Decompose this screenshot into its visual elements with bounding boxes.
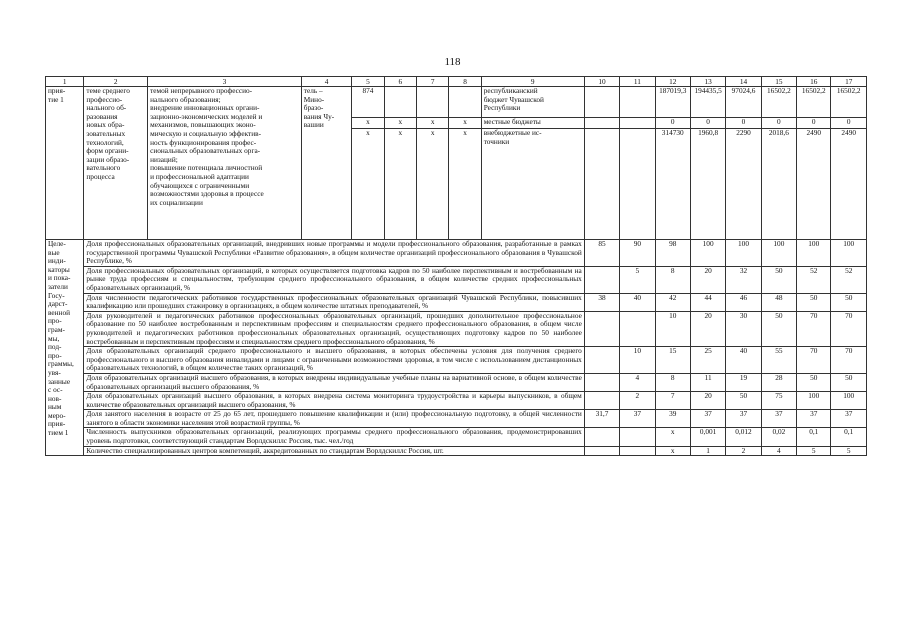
indicator-value: 15 xyxy=(655,347,690,374)
indicator-value xyxy=(620,311,655,346)
indicator-text: Доля образовательных организаций высшего образования, в которых внедрена система мониторинга трудоустройства и карьеры выпускников, в общем количестве образовательных организаций высшего образования, % xyxy=(84,392,584,410)
indicator-value: 20 xyxy=(690,266,725,293)
indicator-value: 70 xyxy=(797,347,831,374)
indicator-row xyxy=(46,410,867,428)
indicator-value: 100 xyxy=(831,240,867,267)
funding-value xyxy=(620,118,655,129)
indicator-value: 70 xyxy=(831,311,867,346)
indicator-value: 37 xyxy=(620,410,655,428)
indicator-value: 10 xyxy=(655,311,690,346)
indicator-value: 50 xyxy=(797,373,831,391)
indicator-value: 52 xyxy=(831,266,867,293)
funding-value xyxy=(584,118,619,129)
indicator-value: 50 xyxy=(831,293,867,311)
indicator-text: Численность выпускников образовательных организаций, реализующих программы среднего профессионального образования, продемонстрировавших уровень подготовки, соответствующий стандартам Ворлдскиллс Россия, тыс. чел./год xyxy=(84,428,584,446)
indicator-value: 4 xyxy=(620,373,655,391)
indicator-value: 90 xyxy=(620,240,655,267)
column-number: 2 xyxy=(84,77,148,87)
funding-value xyxy=(620,129,655,240)
column-number: 1 xyxy=(46,77,84,87)
column-number: 11 xyxy=(620,77,655,87)
indicator-value: 55 xyxy=(761,347,796,374)
indicator-value: 37 xyxy=(726,410,761,428)
indicator-value: 5 xyxy=(831,446,867,456)
funding-source: республиканский бюджет Чувашской Республики xyxy=(481,87,584,118)
code-cell: x xyxy=(449,129,481,240)
funding-value xyxy=(620,87,655,118)
column-number: 3 xyxy=(148,77,302,87)
funding-value: 97024,6 xyxy=(726,87,761,118)
page-number: 118 xyxy=(444,56,461,68)
indicator-value: 10 xyxy=(620,347,655,374)
code-cell xyxy=(449,87,481,118)
column-number: 13 xyxy=(690,77,725,87)
code-cell: x xyxy=(384,118,416,129)
indicator-value xyxy=(584,446,619,456)
code-cell: x xyxy=(352,118,384,129)
indicator-value: 4 xyxy=(761,446,796,456)
indicator-value xyxy=(620,446,655,456)
event-label: прия- тие 1 xyxy=(46,87,84,240)
indicator-value: 2 xyxy=(726,446,761,456)
code-cell: x xyxy=(352,129,384,240)
indicator-value: 46 xyxy=(726,293,761,311)
funding-value: 2290 xyxy=(726,129,761,240)
funding-value xyxy=(584,129,619,240)
indicator-value: 37 xyxy=(797,410,831,428)
indicator-value: 48 xyxy=(761,293,796,311)
indicator-value: 1 xyxy=(690,446,725,456)
indicator-value: 98 xyxy=(655,240,690,267)
indicator-text: Доля профессиональных образовательных организаций, внедривших новые программы и модели профессионального образования, разработанные в рамках государственной программы Чувашской Республики «Развитие образования», в общем количестве организаций профессионального образования в Чувашской Республике, % xyxy=(84,240,584,267)
indicator-value: 70 xyxy=(797,311,831,346)
indicator-row xyxy=(46,446,867,456)
indicator-value: 38 xyxy=(584,293,619,311)
funding-value: 16502,2 xyxy=(797,87,831,118)
funding-value: 16502,2 xyxy=(761,87,796,118)
indicator-value: 100 xyxy=(831,392,867,410)
financing-row xyxy=(46,87,867,118)
indicator-value xyxy=(584,311,619,346)
code-cell: x xyxy=(417,129,449,240)
indicator-value: 28 xyxy=(761,373,796,391)
funding-value: 194435,5 xyxy=(690,87,725,118)
funding-source: внебюджетные ис- точники xyxy=(481,129,584,240)
indicator-value: 52 xyxy=(797,266,831,293)
indicator-value xyxy=(620,428,655,446)
indicator-text: Доля профессиональных образовательных организаций, в которых осуществляется подготовка кадров по 50 наиболее перспективным и востребованным на рынке труда профессиям и специальностям, требующим среднего профессионального образования, в общем количестве средних профессиональных образовательных организаций, % xyxy=(84,266,584,293)
indicator-value: 50 xyxy=(726,392,761,410)
column-number: 9 xyxy=(481,77,584,87)
program-table xyxy=(45,76,867,456)
indicator-value: 30 xyxy=(726,311,761,346)
indicator-value: 100 xyxy=(726,240,761,267)
funding-value: 0 xyxy=(655,118,690,129)
funding-value: 0 xyxy=(761,118,796,129)
indicator-value: 37 xyxy=(690,410,725,428)
indicator-value: 5 xyxy=(797,446,831,456)
funding-source: местные бюджеты xyxy=(481,118,584,129)
column-number: 5 xyxy=(352,77,384,87)
indicator-value: 100 xyxy=(797,392,831,410)
code-cell: x xyxy=(417,118,449,129)
column-number: 7 xyxy=(417,77,449,87)
column-number: 17 xyxy=(831,77,867,87)
column-number: 10 xyxy=(584,77,619,87)
indicator-row xyxy=(46,293,867,311)
indicator-value: 8 xyxy=(655,266,690,293)
indicator-value: 39 xyxy=(655,410,690,428)
funding-value: 16502,2 xyxy=(831,87,867,118)
indicator-value: 0,001 xyxy=(690,428,725,446)
code-cell xyxy=(417,87,449,118)
indicator-value: 50 xyxy=(797,293,831,311)
funding-value: 2490 xyxy=(831,129,867,240)
indicator-value: x xyxy=(655,428,690,446)
header-row xyxy=(46,77,867,87)
funding-value: 0 xyxy=(831,118,867,129)
indicator-value: 37 xyxy=(831,410,867,428)
indicator-value xyxy=(584,392,619,410)
column-number: 12 xyxy=(655,77,690,87)
indicator-text: Доля образовательных организаций среднего профессионального и высшего образования, в которых обеспечены условия для получения среднего профессионального и высшего образования инвалидами и лицами с ограниченными возможностями здоровья, в том числе с использованием дистанционных образовательных технологий, в общем количестве таких организаций, % xyxy=(84,347,584,374)
indicator-row xyxy=(46,311,867,346)
column-number: 6 xyxy=(384,77,416,87)
indicator-value: 20 xyxy=(690,392,725,410)
indicator-text: Доля руководителей и педагогических работников профессиональных образовательных организаций, прошедших дополнительное профессиональное образование по 50 наиболее востребованным и перспективным профессиям и специальностям среднего профессионального образования, в общем числе руководителей и педагогических работников профессиональных образовательных организаций, осуществляющих подготовку кадров по 50 наиболее востребованным и перспективным профессиям и специальностям среднего профессионального образования, % xyxy=(84,311,584,346)
indicator-value: 19 xyxy=(726,373,761,391)
indicator-value xyxy=(584,347,619,374)
funding-value: 0 xyxy=(726,118,761,129)
indicator-value: 0,1 xyxy=(797,428,831,446)
responsible-executor: тель – Мино- бразо- вания Чу- вашии xyxy=(301,87,352,240)
indicator-row xyxy=(46,392,867,410)
funding-value: 2018,6 xyxy=(761,129,796,240)
column-number: 8 xyxy=(449,77,481,87)
indicator-text: Доля образовательных организаций высшего образования, в которых внедрены индивидуальные учебные планы на вариативной основе, в общем количестве образовательных организаций высшего образования, % xyxy=(84,373,584,391)
column-number: 4 xyxy=(301,77,352,87)
indicator-value: 100 xyxy=(797,240,831,267)
code-cell: x xyxy=(384,129,416,240)
column-number: 15 xyxy=(761,77,796,87)
indicator-value: 85 xyxy=(584,240,619,267)
indicator-value: 31,7 xyxy=(584,410,619,428)
funding-value: 0 xyxy=(690,118,725,129)
event-goal: теме среднего профессио- нального об- разования новых обра- зовательных технологий, форм органи- зации образо- вательного процесса xyxy=(84,87,148,240)
indicator-row xyxy=(46,347,867,374)
indicator-text: Количество специализированных центров компетенций, аккредитованных по стандартам Ворлдскиллс Россия, шт. xyxy=(84,446,584,456)
indicator-row xyxy=(46,240,867,267)
funding-value: 2490 xyxy=(797,129,831,240)
indicator-value: 44 xyxy=(690,293,725,311)
indicators-label: Целе- вые инди- каторы и пока- затели Госу- дарст- венной про- грам- мы, под- про- граммы, увя- занные с ос- нов- ным меро- прия- тием 1 xyxy=(46,240,84,456)
indicator-value: 75 xyxy=(761,392,796,410)
funding-value xyxy=(584,87,619,118)
indicator-value xyxy=(584,373,619,391)
funding-value: 314730 xyxy=(655,129,690,240)
indicator-row xyxy=(46,428,867,446)
indicator-value: 40 xyxy=(620,293,655,311)
indicator-value: 100 xyxy=(690,240,725,267)
funding-value: 0 xyxy=(797,118,831,129)
indicator-text: Доля занятого населения в возрасте от 25 до 65 лет, прошедшего повышение квалификации и (или) профессиональную подготовку, в общей численности занятого в области экономики населения этой возрастной группы, % xyxy=(84,410,584,428)
indicator-row xyxy=(46,266,867,293)
indicator-text: Доля численности педагогических работников государственных профессиональных образовательных организаций Чувашской Республики, повысивших квалификацию или прошедших стажировку в организациях, в общем количестве штатных преподавателей, % xyxy=(84,293,584,311)
column-number: 14 xyxy=(726,77,761,87)
indicator-value xyxy=(584,266,619,293)
indicator-value: x xyxy=(655,446,690,456)
indicator-value: 0,1 xyxy=(831,428,867,446)
indicator-value: 70 xyxy=(831,347,867,374)
indicator-value: 50 xyxy=(761,266,796,293)
indicator-value: 50 xyxy=(761,311,796,346)
indicator-value: 42 xyxy=(655,293,690,311)
indicator-value: 20 xyxy=(690,311,725,346)
indicator-value: 7 xyxy=(655,392,690,410)
indicator-value: 2 xyxy=(620,392,655,410)
indicator-value: 40 xyxy=(726,347,761,374)
event-tasks: темой непрерывного профессио- нального образования; внедрение инновационных органи- зационно-экономических моделей и механизмов, повышающих эконо- мическую и социальную эффектив- ность функционирования профес- сиональных образовательных орга- низаций; повышение потенциала личностной и профессиональной адаптации обучающихся с ограниченными возможностями здоровья в процессе их социализации xyxy=(148,87,302,240)
column-number: 16 xyxy=(797,77,831,87)
indicator-value xyxy=(584,428,619,446)
indicator-value: 100 xyxy=(761,240,796,267)
code-cell: x xyxy=(449,118,481,129)
funding-value: 187019,3 xyxy=(655,87,690,118)
indicator-value: 32 xyxy=(726,266,761,293)
indicator-value: 50 xyxy=(831,373,867,391)
funding-value: 1960,8 xyxy=(690,129,725,240)
code-cell xyxy=(384,87,416,118)
indicator-value: 11 xyxy=(690,373,725,391)
indicator-value: 25 xyxy=(690,347,725,374)
indicator-value: 8 xyxy=(655,373,690,391)
indicator-value: 37 xyxy=(761,410,796,428)
code-cell: 874 xyxy=(352,87,384,118)
indicator-value: 0,012 xyxy=(726,428,761,446)
indicator-value: 0,02 xyxy=(761,428,796,446)
indicator-row xyxy=(46,373,867,391)
indicator-value: 5 xyxy=(620,266,655,293)
